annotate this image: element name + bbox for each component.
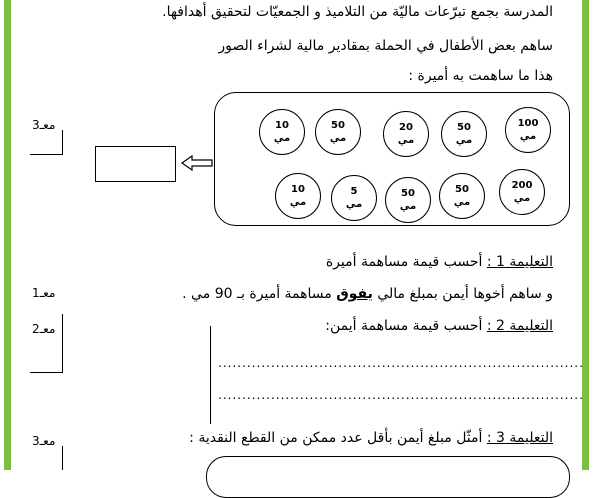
bracket-line (62, 314, 63, 372)
intro-line-3: هذا ما ساهمت به أميرة : (408, 68, 553, 84)
side-label-criterion-3b: معـ3 (32, 434, 56, 448)
coin: 200 مي (499, 169, 545, 215)
answer-coins-box[interactable] (206, 456, 570, 498)
coin: 50 مي (441, 111, 487, 157)
intro-line-1: المدرسة بجمع تبرّعات ماليّة من التلاميذ و الجمعيّات لتحقيق أهدافها. (162, 4, 553, 20)
coin: 10 مي (275, 173, 321, 219)
coin: 5 مي (331, 175, 377, 221)
instruction-1-label: التعليمة 1 : (486, 254, 553, 270)
coin: 50 مي (385, 177, 431, 223)
answer-dots-line-2[interactable]: ............................................................................ (218, 388, 584, 402)
arrow-left-icon (180, 154, 214, 172)
side-label-criterion-3: معـ3 (32, 118, 56, 132)
coin: 10 مي (259, 109, 305, 155)
answer-dots-line-1[interactable]: ............................................................................ (218, 356, 584, 370)
instruction-1-text: أحسب قيمة مساهمة أميرة (325, 254, 487, 270)
coins-box (214, 92, 570, 226)
intro-line-2: ساهم بعض الأطفال في الحملة بمقادير مالية لشراء الصور (218, 38, 553, 54)
coin: 50 مي (315, 109, 361, 155)
coin: 100 مي (505, 107, 551, 153)
instruction-3-text: أمثّل مبلغ أيمن بأقل عدد ممكن من القطع النقدية : (189, 430, 487, 446)
answer-box[interactable] (95, 146, 176, 182)
instruction-3 (189, 430, 553, 446)
instruction-2-label: التعليمة 2 : (486, 318, 553, 334)
coin: 20 مي (383, 111, 429, 157)
coin: 50 مي (439, 173, 485, 219)
side-label-criterion-2: معـ2 (32, 322, 56, 336)
bracket-line (62, 446, 63, 470)
vertical-divider (210, 326, 211, 424)
bracket-line (30, 154, 63, 155)
bracket-line (30, 372, 63, 373)
side-label-criterion-1: معـ1 (32, 286, 56, 300)
sentence-ayman: و ساهم أخوها أيمن بمبلغ مالي يفوق مساهمة أميرة بـ 90 مي . (182, 286, 553, 302)
bracket-line (62, 130, 63, 154)
instruction-3-label: التعليمة 3 : (486, 430, 553, 446)
instruction-2 (325, 318, 553, 334)
instruction-2-text: أحسب قيمة مساهمة أيمن: (325, 318, 487, 334)
left-green-border (4, 0, 11, 470)
instruction-1 (326, 254, 553, 270)
